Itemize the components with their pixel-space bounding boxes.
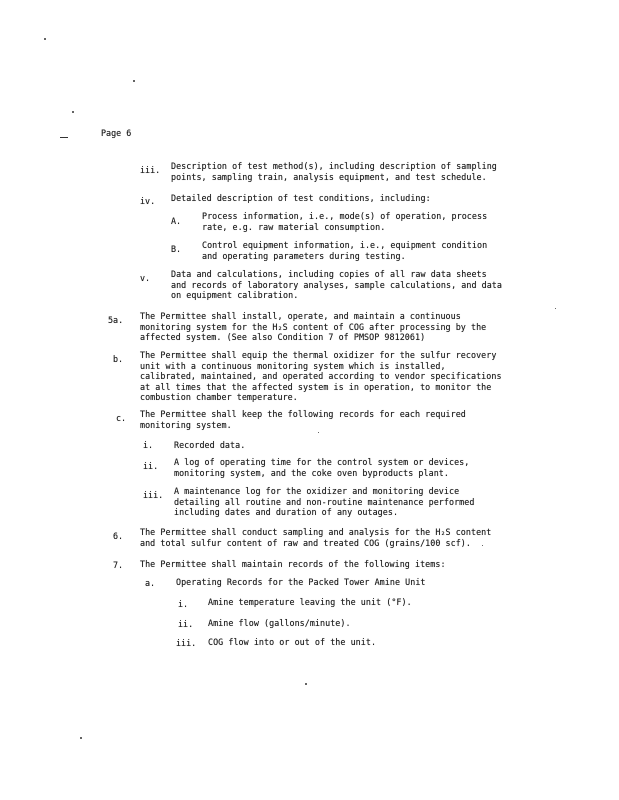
text-line: The Permittee shall install, operate, and maintain a continuous bbox=[140, 311, 461, 321]
scan-speck bbox=[133, 80, 135, 82]
text-line: Description of test method(s), including description of sampling bbox=[171, 161, 497, 171]
item-text bbox=[208, 618, 351, 629]
item-text bbox=[171, 161, 497, 182]
text-line: A maintenance log for the oxidizer and monitoring device bbox=[174, 486, 460, 496]
scan-speck bbox=[80, 737, 82, 739]
text-line: at all times that the affected system is in operation, to monitor the bbox=[140, 381, 492, 392]
item-label: i. bbox=[178, 599, 189, 609]
item-text bbox=[171, 269, 502, 301]
scan-speck bbox=[318, 432, 319, 433]
item-text bbox=[174, 457, 469, 478]
item-label: ii. bbox=[178, 619, 194, 629]
item-text bbox=[140, 311, 486, 343]
item-text bbox=[208, 597, 412, 608]
item-text bbox=[174, 440, 245, 451]
item-label: 7. bbox=[113, 560, 124, 570]
text-line: affected system. (See also Condition 7 of PMSOP 9812061) bbox=[140, 332, 426, 343]
text-line: The Permittee shall maintain records of the following items: bbox=[140, 559, 446, 569]
text-line: and records of laboratory analyses, sample calculations, and data bbox=[171, 279, 502, 290]
item-text bbox=[208, 637, 376, 648]
text-line: COG flow into or out of the unit. bbox=[208, 637, 377, 647]
text-line: detailing all routine and non-routine maintenance performed bbox=[174, 496, 475, 507]
text-line: monitoring system for the H₂S content of COG after processing by the bbox=[140, 321, 487, 332]
text-line: The Permittee shall keep the following records for each required bbox=[140, 409, 466, 419]
item-label: iii. bbox=[140, 165, 161, 175]
item-text bbox=[140, 527, 491, 548]
text-line: rate, e.g. raw material consumption. bbox=[202, 221, 386, 232]
item-label: i. bbox=[143, 440, 154, 450]
item-label: 5a. bbox=[108, 315, 124, 325]
scan-speck bbox=[555, 308, 556, 309]
text-line: monitoring system. bbox=[140, 419, 232, 430]
text-line: including dates and duration of any outages. bbox=[174, 507, 399, 518]
item-label: A. bbox=[171, 216, 182, 226]
text-line: combustion chamber temperature. bbox=[140, 392, 298, 403]
text-line: Amine temperature leaving the unit (°F). bbox=[208, 597, 412, 607]
item-label: v. bbox=[140, 273, 151, 283]
text-line: calibrated, maintained, and operated according to vendor specifications bbox=[140, 371, 502, 382]
text-line: Data and calculations, including copies of all raw data sheets bbox=[171, 269, 487, 279]
text-line: on equipment calibration. bbox=[171, 290, 299, 301]
item-text bbox=[176, 577, 426, 588]
text-line: A log of operating time for the control system or devices, bbox=[174, 457, 470, 467]
item-label: B. bbox=[171, 244, 182, 254]
text-line: Recorded data. bbox=[174, 440, 246, 450]
item-text bbox=[202, 211, 487, 232]
scan-dash-mark bbox=[60, 137, 68, 138]
page-header: Page 6 bbox=[101, 128, 132, 138]
text-line: Process information, i.e., mode(s) of operation, process bbox=[202, 211, 488, 221]
item-label: ii. bbox=[143, 461, 159, 471]
item-label: iii. bbox=[143, 490, 164, 500]
item-label: a. bbox=[145, 578, 156, 588]
text-line: Amine flow (gallons/minute). bbox=[208, 618, 351, 628]
text-line: unit with a continuous monitoring system which is installed, bbox=[140, 360, 446, 371]
text-line: monitoring system, and the coke oven byproducts plant. bbox=[174, 467, 449, 478]
text-line: Detailed description of test conditions, including: bbox=[171, 193, 431, 203]
text-line: and total sulfur content of raw and treated COG (grains/100 scf). bbox=[140, 537, 471, 548]
scan-speck bbox=[44, 38, 46, 40]
text-line: The Permittee shall equip the thermal oxidizer for the sulfur recovery bbox=[140, 350, 497, 360]
text-line: Operating Records for the Packed Tower Amine Unit bbox=[176, 577, 426, 587]
item-text bbox=[140, 559, 446, 570]
text-line: and operating parameters during testing. bbox=[202, 250, 406, 261]
scan-speck bbox=[305, 683, 307, 685]
item-label: iii. bbox=[176, 638, 197, 648]
item-text bbox=[140, 409, 466, 430]
text-line: points, sampling train, analysis equipment, and test schedule. bbox=[171, 171, 487, 182]
item-text bbox=[202, 240, 487, 261]
item-text bbox=[171, 193, 431, 204]
scan-speck bbox=[72, 111, 74, 113]
text-line: The Permittee shall conduct sampling and analysis for the H₂S content bbox=[140, 527, 492, 537]
text-line: Control equipment information, i.e., equipment condition bbox=[202, 240, 488, 250]
item-label: b. bbox=[113, 354, 124, 364]
item-text bbox=[140, 350, 502, 403]
item-label: 6. bbox=[113, 531, 124, 541]
item-label: iv. bbox=[140, 196, 156, 206]
item-text bbox=[174, 486, 474, 518]
item-label: c. bbox=[116, 413, 127, 423]
